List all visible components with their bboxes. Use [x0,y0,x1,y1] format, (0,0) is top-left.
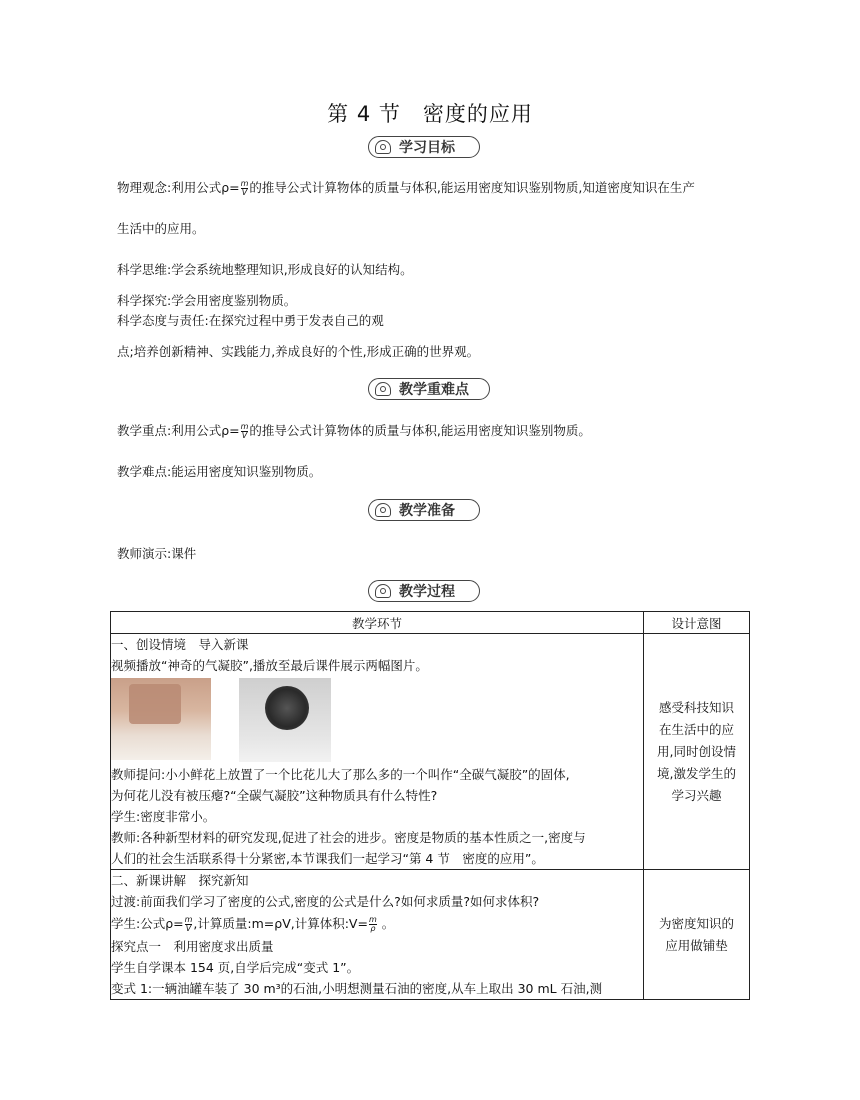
badge-label: 教学过程 [399,584,455,600]
stage-cell [111,634,644,870]
key-point: 教学重点:利用公式ρ= $\frac{m}{V}$ 的推导公式计算物体的质量与体积,能运用密度知识鉴别物质。 [117,422,591,440]
aerogel-block-image [239,678,331,762]
section-badge-goals [368,136,480,158]
intent-cell: 感受科技知识 在生活中的应 用,同时创设情 境,激发学生的 学习兴趣 [644,634,750,870]
goal-attitude-line2: 点;培养创新精神、实践能力,养成良好的个性,形成正确的世界观。 [117,344,480,359]
book-icon [375,503,391,517]
goal-scientific-thinking: 科学思维:学会系统地整理知识,形成良好的认知结构。 [117,262,413,277]
table-row [111,634,750,870]
table-header-row [111,612,750,634]
student-answer-line: 学生:公式ρ= $\frac{m}{V}$ ,计算质量:m=ρV,计算体积:V= $\frac{m}{\rho}$ 。 [111,915,395,933]
text-line: 学生自学课本 154 页,自学后完成“变式 1”。 [111,960,360,975]
page-title: 第 4 节 密度的应用 [327,102,533,126]
text-line: 人们的社会生活联系得十分紧密,本节课我们一起学习“第 4 节 密度的应用”。 [111,851,544,866]
section-badge-preparation [368,499,480,521]
badge-label: 教学重难点 [399,382,469,398]
preparation-text: 教师演示:课件 [117,546,197,561]
photo-group [111,678,643,762]
volume-formula: $\frac{m}{\rho}$ [368,915,377,933]
stage-cell [111,870,644,1000]
text-line: 为何花儿没有被压瘪?“全碳气凝胶”这种物质具有什么特性? [111,788,438,803]
text-line: 教师提问:小小鲜花上放置了一个比花儿大了那么多的一个叫作“全碳气凝胶”的固体, [111,767,570,782]
stage-heading: 一、创设情境 导入新课 [111,637,249,652]
book-icon [375,584,391,598]
density-formula: $\frac{m}{V}$ [240,422,249,440]
density-formula: $\frac{m}{V}$ [240,179,249,197]
text-line: 视频播放“神奇的气凝胶”,播放至最后课件展示两幅图片。 [111,658,428,673]
aerogel-on-flower-image [111,678,211,760]
badge-label: 学习目标 [399,140,455,156]
difficult-point: 教学难点:能运用密度知识鉴别物质。 [117,464,322,479]
goal-scientific-inquiry: 科学探究:学会用密度鉴别物质。 [117,293,297,308]
column-header-stage: 教学环节 [111,612,644,634]
table-row [111,870,750,1000]
intent-cell: 为密度知识的 应用做铺垫 [644,870,750,1000]
text-line: 学生:密度非常小。 [111,809,216,824]
book-icon [375,382,391,396]
text-line: 探究点一 利用密度求出质量 [111,939,274,954]
badge-label: 教学准备 [399,503,455,519]
goal-physics-concept: 物理观念:利用公式ρ= $\frac{m}{V}$ 的推导公式计算物体的质量与体积,能运用密度知识鉴别物质,知道密度知识在生产 [117,179,695,197]
teaching-process-table [110,611,750,1000]
goal-physics-concept-line2: 生活中的应用。 [117,221,205,236]
text-line: 教师:各种新型材料的研究发现,促进了社会的进步。密度是物质的基本性质之一,密度与 [111,830,586,845]
section-badge-process [368,580,480,602]
text-line: 过渡:前面我们学习了密度的公式,密度的公式是什么?如何求质量?如何求体积? [111,894,540,909]
text-line: 变式 1:一辆油罐车装了 30 m³的石油,小明想测量石油的密度,从车上取出 30 mL 石油,测 [111,981,603,996]
column-header-intent: 设计意图 [644,612,750,634]
stage-heading: 二、新课讲解 探究新知 [111,873,249,888]
section-badge-key-points [368,378,490,400]
book-icon [375,140,391,154]
density-formula: $\frac{m}{V}$ [184,915,193,933]
goal-attitude: 科学态度与责任:在探究过程中勇于发表自己的观 [117,313,384,328]
